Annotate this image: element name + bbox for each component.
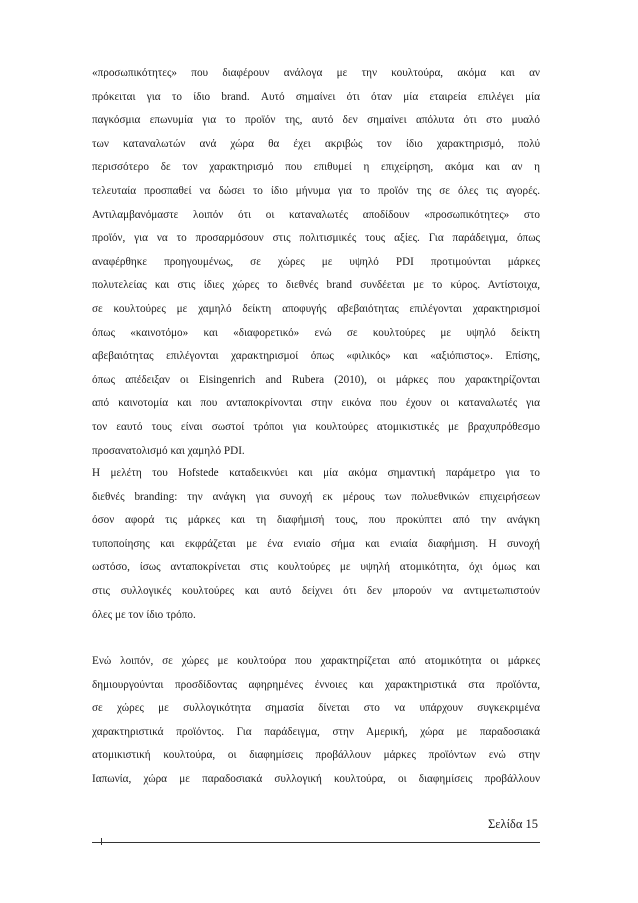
text-line: αβεβαιότητας επιλέγονται χαρακτηρισμοί όπως «φιλικός» και «αξιόπιστος». Επίσης, xyxy=(92,350,540,363)
footer-divider xyxy=(92,842,540,843)
text-line: «προσωπικότητες» που διαφέρουν ανάλογα με την κουλτούρα, ακόμα και αν xyxy=(92,67,540,79)
text-line: από καινοτομία και που ανταποκρίνονται στην εικόνα που έχουν οι καταναλωτές για xyxy=(92,397,540,410)
text-line: παγκόσμια επωνυμία για το προϊόν της, αυτό δεν σημαίνει απόλυτα ότι στο μυαλό xyxy=(92,114,540,127)
text-line: Η μελέτη του Hofstede καταδεικνύει και μία ακόμα σημαντική παράμετρο για το xyxy=(92,467,540,479)
text-line: Ιαπωνία, χώρα με παραδοσιακά συλλογική κουλτούρα, οι διαφημίσεις προβάλλουν xyxy=(92,772,540,785)
text-line: περισσότερο δε τον χαρακτηρισμό που επιθυμεί η επιχείρηση, ακόμα και αν η xyxy=(92,161,540,174)
text-line: πολυτελείας και στις ίδιες χώρες το διεθνές brand συνδέεται με το κύρος. Αντίστοιχα, xyxy=(92,279,540,292)
paragraph-3 xyxy=(92,650,540,792)
text-line: σε χώρες με συλλογικότητα σημασία δίνεται στο να υπάρχουν συγκεκριμένα xyxy=(92,702,540,715)
text-line: ατομικιστική κουλτούρα, οι διαφημίσεις προβάλλουν μάρκες προϊόντων ενώ στην xyxy=(92,749,540,762)
text-line: τελευταία προσπαθεί να δώσει το ίδιο μήνυμα για το προϊόν της σε όλες τις αγορές. xyxy=(92,184,540,197)
page-number: Σελίδα 15 xyxy=(487,817,538,831)
text-line: χαρακτηριστικά προϊόντος. Για παράδειγμα, στην Αμερική, χώρα με παραδοσιακά xyxy=(92,725,540,738)
text-line: όπως «καινοτόμο» και «διαφορετικό» ενώ σε κουλτούρες με υψηλό δείκτη xyxy=(92,326,540,339)
text-line: ωστόσο, ίσως ανταποκρίνεται στις κουλτούρες με υψηλή ατομικότητα, όχι όμως και xyxy=(92,561,540,574)
text-line: προσανατολισμό και χαμηλό PDI. xyxy=(92,444,245,457)
paragraph-2 xyxy=(92,462,540,627)
text-line: τυποποίησης και εκφράζεται με ένα ενιαίο σήμα και ενιαία διαφήμιση. Η συνοχή xyxy=(92,537,540,550)
text-line: διεθνές branding: την ανάγκη για συνοχή εκ μέρους των πολυεθνικών επιχειρήσεων xyxy=(92,490,540,503)
text-line: Αντιλαμβανόμαστε λοιπόν ότι οι καταναλωτές αποδίδουν «προσωπικότητες» στο xyxy=(92,208,540,221)
text-line: πρόκειται για το ίδιο brand. Αυτό σημαίνει ότι όταν μία εταιρεία επιλέγει μία xyxy=(92,90,540,103)
text-line: όσον αφορά τις μάρκες και τη διαφήμισή τους, που προκύπτει από την ανάγκη xyxy=(92,514,540,527)
text-line: σε κουλτούρες με χαμηλό δείκτη αποφυγής αβεβαιότητας επιλέγονται χαρακτηρισμοί xyxy=(92,302,540,315)
text-line: τον εαυτό τους είναι σωστοί τρόποι για κουλτούρες ατομικιστικές με βραχυπρόθεσμο xyxy=(92,420,540,433)
text-line: προϊόν, για να το προσαρμόσουν στις πολιτισμικές τους αξίες. Για παράδειγμα, όπως xyxy=(92,232,540,245)
text-line: όπως απέδειξαν οι Eisingenrich and Rubera (2010), οι μάρκες που χαρακτηρίζονται xyxy=(92,373,540,386)
text-line: δημιουργούνται προσδίδοντας αφηρημένες έννοιες και χαρακτηριστικά στα προϊόντα, xyxy=(92,678,540,691)
text-line: όλες με τον ίδιο τρόπο. xyxy=(92,608,196,621)
text-line: στις συλλογικές κουλτούρες και αυτό δείχνει ότι δεν μπορούν να αντιμετωπιστούν xyxy=(92,584,540,597)
text-line: Ενώ λοιπόν, σε χώρες με κουλτούρα που χαρακτηρίζεται από ατομικότητα οι μάρκες xyxy=(92,655,540,667)
paragraph-1 xyxy=(92,62,540,463)
footer-tick-mark xyxy=(101,838,102,845)
text-line: των καταναλωτών ανά χώρα θα έχει ακριβώς τον ίδιο χαρακτηρισμό, πολύ xyxy=(92,137,540,150)
text-line: αναφέρθηκε προηγουμένως, σε χώρες με υψηλό PDI προτιμούνται μάρκες xyxy=(92,255,540,268)
